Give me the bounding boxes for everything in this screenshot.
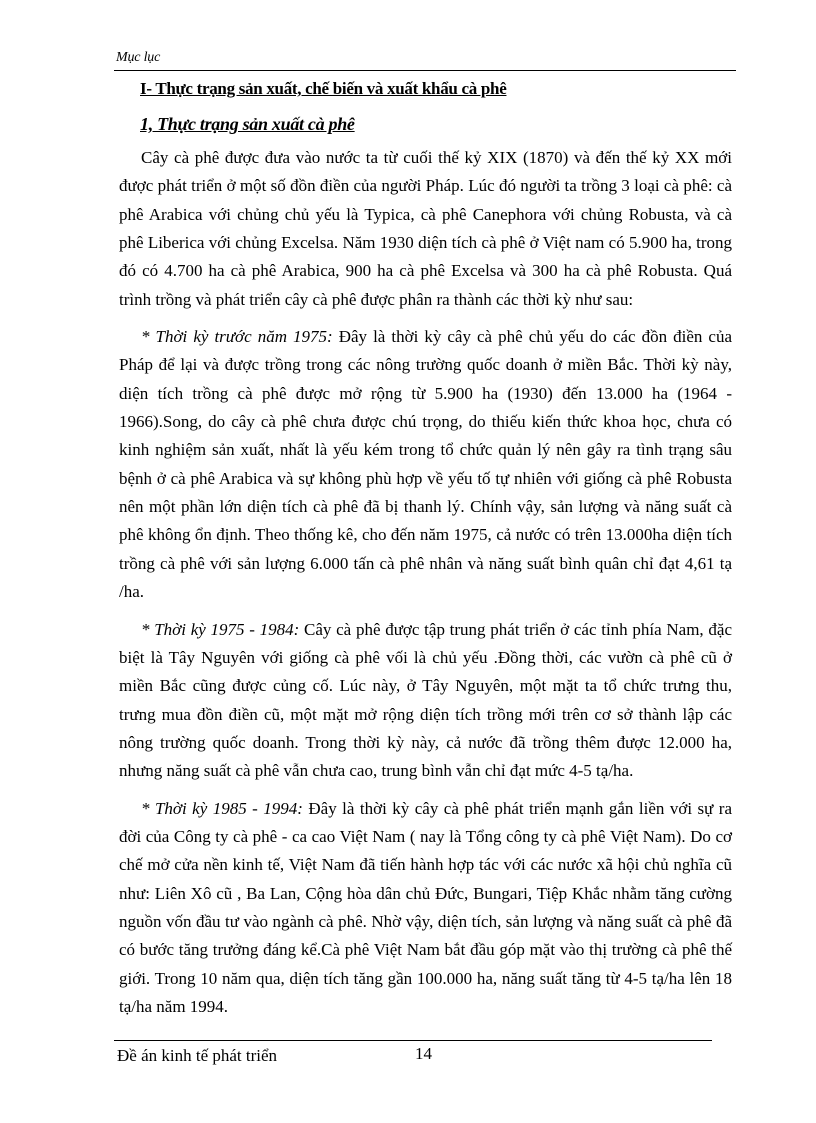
paragraph-lead: * Thời kỳ trước năm 1975: bbox=[141, 327, 333, 347]
paragraph-period-1985-1994 bbox=[119, 795, 732, 1022]
subsection-heading: 1, Thực trạng sản xuất cà phê bbox=[140, 114, 355, 134]
paragraph-text: Đây là thời kỳ cây cà phê phát triển mạnh gắn liền với sự ra đời của Công ty cà phê - ca cao Việt Nam ( nay là Tổng công ty cà phê Việt Nam). Do cơ chế mở cửa nền kinh tế, Việt Nam đã tiến hành hợp tác với các nước xã hội chủ nghĩa cũ như: Liên Xô cũ , Ba Lan, Cộng hòa dân chủ Đức, Bungari, Tiệp Khắc nhằm tăng cường nguồn vốn đầu tư vào ngành cà phê. Nhờ vậy, diện tích, sản lượng và năng suất cà phê đã có bước tăng trưởng đáng kể.Cà phê Việt Nam bắt đầu góp mặt vào thị trường cà phê thế giới. Trong 10 năm qua, diện tích tăng gần 100.000 ha, năng suất tăng từ 4-5 tạ/ha lên 18 tạ/ha năm 1994. bbox=[119, 798, 732, 1016]
body-text bbox=[119, 144, 732, 1021]
paragraph-text: Cây cà phê được đưa vào nước ta từ cuối thế kỷ XIX (1870) và đến thế kỷ XX mới được phát triển ở một số đồn điền của người Pháp. Lúc đó người ta trồng 3 loại cà phê: cà phê Arabica với chủng chủ yếu là Typica, cà phê Canephora với chủng Robusta, và cà phê Liberica với chủng Excelsa. Năm 1930 diện tích cà phê ở Việt nam có 5.900 ha, trong đó có 4.700 ha cà phê Arabica, 900 ha cà phê Excelsa và 300 ha cà phê Robusta. Quá trình trồng và phát triển cây cà phê được phân ra thành các thời kỳ như sau: bbox=[119, 148, 732, 309]
paragraph-text: Cây cà phê được tập trung phát triển ở các tỉnh phía Nam, đặc biệt là Tây Nguyên với giống cà phê vối là chủ yếu .Đồng thời, các vườn cà phê cũ ở miền Bắc cũng được củng cố. Lúc này, ở Tây Nguyên, một mặt ta tổ chức trưng thu, trưng mua đồn điền cũ, một mặt mở rộng diện tích trồng mới trên cơ sở thành lập các nông trường quốc doanh. Trong thời kỳ này, cả nước đã trồng thêm được 12.000 ha, nhưng năng suất cà phê vẫn chưa cao, trung bình vẫn chỉ đạt mức 4-5 tạ/ha. bbox=[119, 619, 732, 781]
page-number: 14 bbox=[415, 1044, 432, 1063]
section-heading: I- Thực trạng sản xuất, chế biến và xuất khẩu cà phê bbox=[140, 79, 507, 98]
paragraph-lead: * Thời kỳ 1985 - 1994: bbox=[141, 798, 303, 818]
paragraph-period-pre-1975 bbox=[119, 323, 732, 606]
footer-title: Đề án kinh tế phát triển bbox=[117, 1046, 278, 1065]
paragraph-lead: * Thời kỳ 1975 - 1984: bbox=[141, 619, 300, 639]
footer-divider bbox=[114, 1040, 712, 1041]
paragraph-text: Đây là thời kỳ cây cà phê chủ yếu do các đồn điền của Pháp để lại và được trồng trong các nông trường quốc doanh ở miền Bắc. Thời kỳ này, diện tích trồng cà phê được mở rộng từ 5.900 ha (1930) đến 13.000 ha (1964 - 1966).Song, do cây cà phê chưa được chú trọng, do thiếu kiến thức khoa học, chưa có kinh nghiệm sản xuất, nhất là yếu kém trong tổ chức quản lý nên gây ra tình trạng sâu bệnh ở cà phê Arabica và sự không phù hợp về yếu tố tự nhiên với giống cà phê Robusta nên một phần lớn diện tích cà phê đã bị thanh lý. Chính vậy, sản lượng và năng suất cà phê không ổn định. Theo thống kê, cho đến năm 1975, cả nước có trên 13.000ha diện tích trồng cà phê với sản lượng 6.000 tấn cà phê nhân và năng suất bình quân chỉ đạt 4,61 tạ /ha. bbox=[119, 327, 732, 602]
header-divider bbox=[114, 70, 736, 71]
paragraph-period-1975-1984 bbox=[119, 616, 732, 786]
paragraph-intro bbox=[119, 144, 732, 314]
header-label: Mục lục bbox=[116, 50, 161, 65]
